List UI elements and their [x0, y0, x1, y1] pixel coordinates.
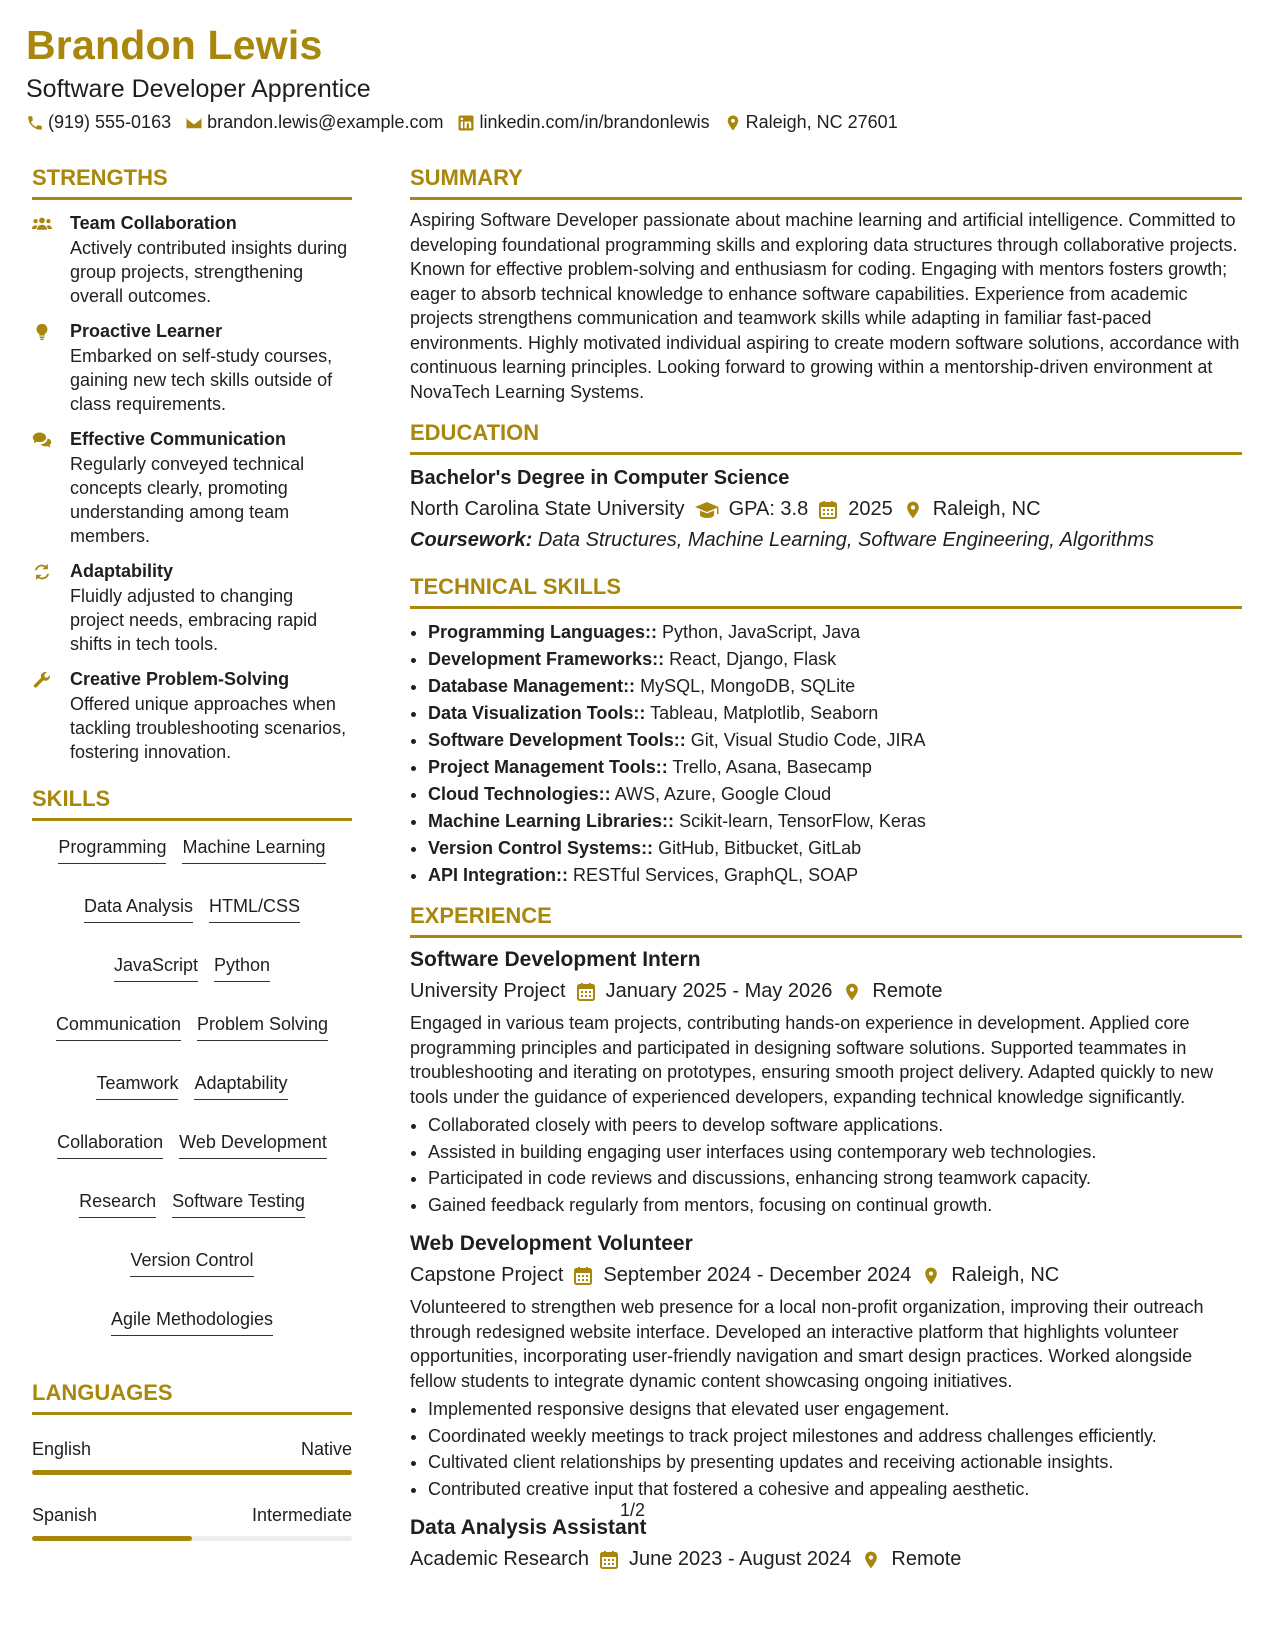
skill-tag: Programming: [58, 837, 166, 864]
candidate-name: Brandon Lewis: [26, 22, 323, 68]
job-dates: September 2024 - December 2024: [603, 1264, 912, 1286]
job-org: Academic Research: [410, 1548, 589, 1570]
degree-title: Bachelor's Degree in Computer Science: [410, 467, 790, 489]
job-title: Software Development Intern: [410, 948, 701, 971]
contact-bar: [26, 112, 898, 133]
skill-tag: Communication: [56, 1014, 181, 1041]
strengths-heading: STRENGTHS: [32, 165, 352, 200]
tech-skill-item: [428, 646, 1242, 673]
education-heading: EDUCATION: [410, 420, 1242, 455]
contact-email[interactable]: [185, 112, 443, 133]
job-location: Raleigh, NC: [951, 1264, 1060, 1286]
technical-skills-list: [410, 619, 1242, 889]
experience-heading: EXPERIENCE: [410, 903, 1242, 938]
tech-skill-label: Development Frameworks::: [428, 649, 665, 669]
tech-skill-label: Programming Languages::: [428, 622, 658, 642]
skill-tag: Problem Solving: [197, 1014, 328, 1041]
contact-linkedin[interactable]: [457, 112, 709, 133]
tech-skill-value: Trello, Asana, Basecamp: [672, 757, 872, 777]
technical-skills-heading: TECHNICAL SKILLS: [410, 574, 1242, 609]
coursework: [410, 529, 1242, 552]
skill-tag: Teamwork: [96, 1073, 178, 1100]
skill-tag: Python: [214, 955, 270, 982]
job-bullet: • Collaborated closely with peers to develop software applications.: [428, 1112, 1242, 1139]
tech-skill-label: Software Development Tools::: [428, 730, 686, 750]
tech-skill-label: Data Visualization Tools::: [428, 703, 646, 723]
strength-title: Team Collaboration: [70, 213, 237, 233]
tech-skill-value: Git, Visual Studio Code, JIRA: [690, 730, 926, 750]
left-column: [32, 165, 352, 1541]
phone-text: (919) 555-0163: [48, 112, 172, 132]
job-bullet: • Gained feedback regularly from mentors, focusing on continual growth.: [428, 1192, 1242, 1219]
job-bullet: • Contributed creative input that fostered a cohesive and appealing aesthetic.: [428, 1476, 1242, 1503]
tech-skill-label: Project Management Tools::: [428, 757, 668, 777]
tech-skill-label: Version Control Systems::: [428, 838, 654, 858]
job-description: Engaged in various team projects, contributing hands-on experience in development. Applied core programming principles and participated in designing software solutions. Supported teammates in troubleshooting and iterating on prototypes, ensuring smooth project delivery. Adapted quickly to new tools under the guidance of experienced developers, expanding technical knowledge significantly.: [410, 1013, 1214, 1107]
tech-skill-value: Python, JavaScript, Java: [662, 622, 861, 642]
skill-tag: JavaScript: [114, 955, 198, 982]
calendar-icon: [573, 1266, 593, 1286]
email-text: brandon.lewis@example.com: [207, 112, 444, 132]
language-bar: [32, 1470, 352, 1475]
job-meta: [410, 1264, 1242, 1287]
tech-skill-label: API Integration::: [428, 865, 568, 885]
job-description: Volunteered to strengthen web presence for a local non-profit organization, improving their outreach through redesigned website interface. Developed an interactive platform that highlights volunteer opportunities, incorporating user-friendly navigation and smart design practices. Worked alongside fellow students to integrate dynamic content showcasing ongoing initiatives.: [410, 1297, 1204, 1391]
languages-heading: LANGUAGES: [32, 1380, 352, 1415]
language-level: Native: [300, 1439, 352, 1459]
linkedin-text: linkedin.com/in/brandonlewis: [479, 112, 710, 132]
tech-skill-value: MySQL, MongoDB, SQLite: [640, 676, 856, 696]
language-item: [32, 1439, 352, 1475]
graduation-year: 2025: [848, 498, 893, 520]
job-bullet: • Cultivated client relationships by presenting updates and receiving actionable insights.: [428, 1449, 1242, 1476]
tech-skill-item: [428, 754, 1242, 781]
language-name: English: [32, 1439, 92, 1459]
strength-item: [32, 561, 352, 656]
map-pin-icon: [903, 500, 923, 520]
skills-heading: SKILLS: [32, 786, 352, 821]
language-item: [32, 1505, 352, 1541]
tech-skill-label: Database Management::: [428, 676, 636, 696]
strength-item: [32, 321, 352, 416]
skill-tag: Web Development: [179, 1132, 327, 1159]
job-bullet: • Implemented responsive designs that elevated user engagement.: [428, 1396, 1242, 1423]
calendar-icon: [818, 500, 838, 520]
right-column: [410, 165, 1242, 1571]
job-bullet: • Coordinated weekly meetings to track project milestones and address challenges efficiently.: [428, 1423, 1242, 1450]
sync-icon: [32, 563, 52, 581]
job-title: Data Analysis Assistant: [410, 1516, 647, 1539]
summary-text: Aspiring Software Developer passionate about machine learning and artificial intelligence. Committed to developing foundational programming skills and exploring data structures through collaborative projects. Known for effective problem-solving and enthusiasm for coding. Engaging with mentors fosters growth; eager to absorb technical knowledge to enhance software capabilities. Experience from academic projects strengthens communication and teamwork skills while adapting in familiar fast-paced environments. Highly motivated individual aspiring to create modern software solutions, accordance with continuous learning principles. Looking forward to growing within a mentorship-driven environment at NovaTech Learning Systems.: [410, 210, 1240, 402]
job-bullet: • Assisted in building engaging user interfaces using contemporary web technologies.: [428, 1139, 1242, 1166]
calendar-icon: [599, 1550, 619, 1570]
skill-tag: Machine Learning: [182, 837, 325, 864]
gpa-text: GPA: 3.8: [728, 498, 809, 520]
tech-skill-value: Tableau, Matplotlib, Seaborn: [650, 703, 879, 723]
summary-heading: SUMMARY: [410, 165, 1242, 200]
tech-skill-item: [428, 727, 1242, 754]
contact-phone[interactable]: [26, 112, 171, 133]
page-number: 1/2: [620, 1500, 646, 1520]
envelope-icon: [185, 114, 203, 132]
skill-tag: Adaptability: [194, 1073, 287, 1100]
job-bullets: [410, 1112, 1242, 1218]
job-meta: [410, 1548, 1242, 1571]
graduation-cap-icon: [695, 500, 719, 520]
strength-item: [32, 669, 352, 764]
language-bar-fill: [32, 1536, 192, 1541]
strengths-list: [32, 213, 352, 764]
strength-title: Effective Communication: [70, 429, 287, 449]
skill-tag: Collaboration: [57, 1132, 163, 1159]
job-dates: January 2025 - May 2026: [605, 980, 833, 1002]
map-pin-icon: [861, 1550, 881, 1570]
tech-skill-item: [428, 862, 1242, 889]
tech-skill-item: [428, 673, 1242, 700]
contact-location: [724, 112, 898, 133]
language-name: Spanish: [32, 1505, 98, 1525]
tech-skill-label: Machine Learning Libraries::: [428, 811, 675, 831]
language-level: Intermediate: [251, 1505, 352, 1525]
skill-tag: Software Testing: [172, 1191, 305, 1218]
skill-tag: Agile Methodologies: [111, 1309, 273, 1336]
language-bar: [32, 1536, 352, 1541]
job-location: Remote: [891, 1548, 962, 1570]
skill-tag: Data Analysis: [84, 896, 193, 923]
tech-skill-value: GitHub, Bitbucket, GitLab: [658, 838, 862, 858]
phone-icon: [26, 114, 44, 132]
skill-tag: Version Control: [130, 1250, 253, 1277]
candidate-role: Software Developer Apprentice: [26, 75, 371, 103]
language-bar-fill: [32, 1470, 352, 1475]
users-icon: [32, 215, 52, 233]
job-bullets: [410, 1396, 1242, 1502]
map-pin-icon: [724, 114, 742, 132]
strength-desc: Actively contributed insights during group projects, strengthening overall outcomes.: [70, 238, 348, 306]
job-location: Remote: [872, 980, 943, 1002]
calendar-icon: [576, 982, 596, 1002]
school-name: North Carolina State University: [410, 498, 685, 520]
coursework-label: Coursework:: [410, 529, 533, 551]
skill-tag: HTML/CSS: [209, 896, 300, 923]
skill-tag: Research: [79, 1191, 156, 1218]
job-bullet: • Participated in code reviews and discussions, enhancing strong teamwork capacity.: [428, 1165, 1242, 1192]
tech-skill-value: RESTful Services, GraphQL, SOAP: [573, 865, 859, 885]
tech-skill-item: [428, 835, 1242, 862]
strength-title: Adaptability: [70, 561, 174, 581]
strength-title: Creative Problem-Solving: [70, 669, 290, 689]
job-title: Web Development Volunteer: [410, 1232, 693, 1255]
strength-item: [32, 429, 352, 548]
tech-skill-value: Scikit-learn, TensorFlow, Keras: [679, 811, 926, 831]
coursework-text: Data Structures, Machine Learning, Software Engineering, Algorithms: [537, 529, 1155, 551]
comments-icon: [32, 431, 52, 449]
job-entry: [410, 1516, 1242, 1571]
tech-skill-item: [428, 619, 1242, 646]
strength-desc: Offered unique approaches when tackling troubleshooting scenarios, fostering innovation.: [70, 694, 347, 762]
tech-skill-item: [428, 700, 1242, 727]
strength-title: Proactive Learner: [70, 321, 223, 341]
job-org: University Project: [410, 980, 566, 1002]
job-dates: June 2023 - August 2024: [628, 1548, 852, 1570]
tech-skill-item: [428, 808, 1242, 835]
job-entry: [410, 948, 1242, 1218]
lightbulb-icon: [32, 323, 52, 341]
tech-skill-label: Cloud Technologies::: [428, 784, 611, 804]
tech-skill-item: [428, 781, 1242, 808]
strength-desc: Regularly conveyed technical concepts clearly, promoting understanding among team members.: [70, 454, 305, 546]
map-pin-icon: [921, 1266, 941, 1286]
strength-desc: Embarked on self-study courses, gaining new tech skills outside of class requirements.: [70, 346, 333, 414]
job-org: Capstone Project: [410, 1264, 564, 1286]
location-text: Raleigh, NC 27601: [745, 112, 898, 132]
job-meta: [410, 980, 1242, 1003]
education-location: Raleigh, NC: [932, 498, 1041, 520]
strength-desc: Fluidly adjusted to changing project needs, embracing rapid shifts in tech tools.: [70, 586, 318, 654]
education-meta: [410, 498, 1242, 521]
map-pin-icon: [842, 982, 862, 1002]
tech-skill-value: AWS, Azure, Google Cloud: [614, 784, 832, 804]
wrench-icon: [32, 671, 52, 689]
strength-item: [32, 213, 352, 308]
skills-list: [32, 837, 352, 1336]
linkedin-icon: [457, 114, 475, 132]
tech-skill-value: React, Django, Flask: [669, 649, 837, 669]
job-entry: [410, 1232, 1242, 1502]
